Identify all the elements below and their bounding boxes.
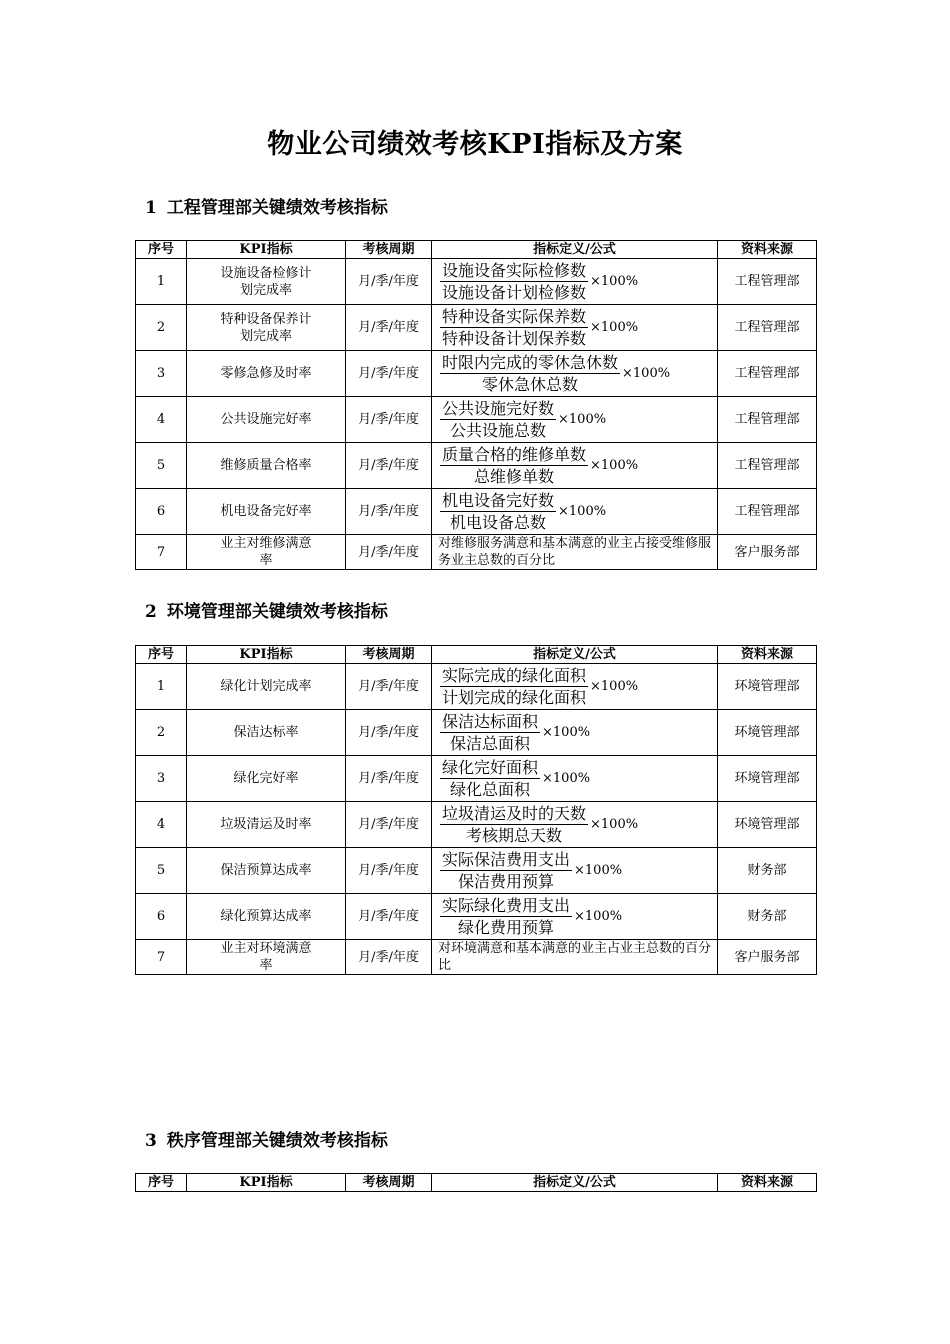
- fraction: [440, 711, 540, 754]
- formula: [432, 664, 718, 710]
- table-row: [136, 710, 817, 756]
- kpi-name: 绿化预算达成率: [187, 894, 346, 940]
- kpi-table: [135, 240, 817, 570]
- table-row: [136, 894, 817, 940]
- column-header: 指标定义/公式: [432, 1174, 718, 1192]
- column-header: 考核周期: [346, 1174, 432, 1192]
- row-number: 5: [136, 848, 187, 894]
- formula-numerator: 公共设施完好数: [442, 399, 555, 418]
- percent-multiplier: ×100%: [574, 863, 623, 878]
- kpi-name: 垃圾清运及时率: [187, 802, 346, 848]
- column-header: 序号: [136, 241, 187, 259]
- assessment-period: 月/季/年度: [346, 940, 432, 975]
- row-number: 6: [136, 489, 187, 535]
- formula-numerator: 实际绿化费用支出: [442, 896, 571, 915]
- row-number: 4: [136, 802, 187, 848]
- assessment-period: 月/季/年度: [346, 664, 432, 710]
- assessment-period: 月/季/年度: [346, 710, 432, 756]
- row-number: 5: [136, 443, 187, 489]
- column-header: 序号: [136, 1174, 187, 1192]
- formula-text: 对维修服务满意和基本满意的业主占接受维修服务业主总数的百分比: [432, 535, 718, 570]
- data-source: 财务部: [718, 894, 817, 940]
- formula-numerator: 实际完成的绿化面积: [442, 666, 587, 685]
- percent-multiplier: ×100%: [542, 725, 591, 740]
- formula-denominator: 保洁总面积: [450, 734, 531, 753]
- row-number: 3: [136, 351, 187, 397]
- section-heading: [145, 193, 388, 218]
- data-source: 财务部: [718, 848, 817, 894]
- kpi-name: 保洁达标率: [187, 710, 346, 756]
- table-row: [136, 848, 817, 894]
- row-number: 6: [136, 894, 187, 940]
- percent-multiplier: ×100%: [574, 909, 623, 924]
- percent-multiplier: ×100%: [590, 274, 639, 289]
- fraction: [440, 260, 588, 303]
- data-source: 工程管理部: [718, 443, 817, 489]
- row-number: 2: [136, 710, 187, 756]
- percent-multiplier: ×100%: [542, 771, 591, 786]
- table-row: [136, 489, 817, 535]
- formula: [432, 894, 718, 940]
- assessment-period: 月/季/年度: [346, 535, 432, 570]
- percent-multiplier: ×100%: [590, 458, 639, 473]
- section-heading: [145, 1126, 388, 1151]
- formula-denominator: 计划完成的绿化面积: [442, 688, 587, 707]
- table-header-row: [136, 241, 817, 259]
- formula: [432, 443, 718, 489]
- row-number: 7: [136, 535, 187, 570]
- data-source: 环境管理部: [718, 710, 817, 756]
- formula: [432, 397, 718, 443]
- percent-multiplier: ×100%: [558, 412, 607, 427]
- data-source: 工程管理部: [718, 305, 817, 351]
- formula: [432, 489, 718, 535]
- data-source: 工程管理部: [718, 489, 817, 535]
- kpi-name: 绿化完好率: [187, 756, 346, 802]
- fraction: [440, 352, 620, 395]
- fraction: [440, 803, 588, 846]
- data-source: 环境管理部: [718, 664, 817, 710]
- formula: [432, 756, 718, 802]
- row-number: 1: [136, 259, 187, 305]
- section-number: 3: [145, 1131, 157, 1151]
- table-header-row: [136, 646, 817, 664]
- formula-denominator: 设施设备计划检修数: [442, 283, 587, 302]
- column-header: 考核周期: [346, 241, 432, 259]
- kpi-table: [135, 1173, 817, 1192]
- data-source: 客户服务部: [718, 535, 817, 570]
- percent-multiplier: ×100%: [590, 320, 639, 335]
- kpi-name: 维修质量合格率: [187, 443, 346, 489]
- formula-denominator: 零休急休总数: [482, 375, 579, 394]
- assessment-period: 月/季/年度: [346, 756, 432, 802]
- formula-denominator: 绿化总面积: [450, 780, 531, 799]
- percent-multiplier: ×100%: [558, 504, 607, 519]
- formula-denominator: 总维修单数: [474, 467, 555, 486]
- percent-multiplier: ×100%: [590, 817, 639, 832]
- column-header: KPI指标: [187, 646, 346, 664]
- formula-numerator: 特种设备实际保养数: [442, 307, 587, 326]
- table-row: [136, 305, 817, 351]
- column-header: 指标定义/公式: [432, 646, 718, 664]
- formula-numerator: 垃圾清运及时的天数: [442, 804, 587, 823]
- formula: [432, 710, 718, 756]
- data-source: 客户服务部: [718, 940, 817, 975]
- assessment-period: 月/季/年度: [346, 443, 432, 489]
- column-header: KPI指标: [187, 241, 346, 259]
- table-row: [136, 351, 817, 397]
- fraction: [440, 444, 588, 487]
- fraction: [440, 757, 540, 800]
- assessment-period: 月/季/年度: [346, 305, 432, 351]
- formula-denominator: 保洁费用预算: [458, 872, 555, 891]
- column-header: 资料来源: [718, 646, 817, 664]
- assessment-period: 月/季/年度: [346, 802, 432, 848]
- data-source: 环境管理部: [718, 802, 817, 848]
- fraction: [440, 665, 588, 708]
- section-heading: [145, 597, 388, 622]
- section-title: 工程管理部关键绩效考核指标: [166, 198, 388, 218]
- document-title: 物业公司绩效考核KPI指标及方案: [267, 129, 683, 160]
- column-header: 序号: [136, 646, 187, 664]
- row-number: 3: [136, 756, 187, 802]
- formula-denominator: 公共设施总数: [450, 421, 547, 440]
- assessment-period: 月/季/年度: [346, 351, 432, 397]
- kpi-name: 业主对环境满意率: [187, 940, 346, 975]
- fraction: [440, 306, 588, 349]
- table-row: [136, 397, 817, 443]
- column-header: 考核周期: [346, 646, 432, 664]
- data-source: 工程管理部: [718, 259, 817, 305]
- percent-multiplier: ×100%: [622, 366, 671, 381]
- table-row: [136, 664, 817, 710]
- fraction: [440, 895, 572, 938]
- kpi-name: 零修急修及时率: [187, 351, 346, 397]
- assessment-period: 月/季/年度: [346, 397, 432, 443]
- data-source: 工程管理部: [718, 351, 817, 397]
- formula: [432, 351, 718, 397]
- formula-numerator: 设施设备实际检修数: [442, 261, 587, 280]
- formula-numerator: 实际保洁费用支出: [442, 850, 571, 869]
- assessment-period: 月/季/年度: [346, 489, 432, 535]
- column-header: 资料来源: [718, 241, 817, 259]
- formula: [432, 802, 718, 848]
- kpi-name: 业主对维修满意率: [187, 535, 346, 570]
- formula: [432, 305, 718, 351]
- formula-numerator: 绿化完好面积: [442, 758, 539, 777]
- row-number: 2: [136, 305, 187, 351]
- formula-denominator: 机电设备总数: [450, 513, 547, 532]
- table-row: [136, 756, 817, 802]
- data-source: 环境管理部: [718, 756, 817, 802]
- percent-multiplier: ×100%: [590, 679, 639, 694]
- assessment-period: 月/季/年度: [346, 894, 432, 940]
- kpi-name: 保洁预算达成率: [187, 848, 346, 894]
- table-row: [136, 259, 817, 305]
- formula-denominator: 考核期总天数: [466, 826, 563, 845]
- table-row: [136, 535, 817, 570]
- formula: [432, 259, 718, 305]
- kpi-name: 公共设施完好率: [187, 397, 346, 443]
- formula-numerator: 时限内完成的零休急休数: [442, 353, 619, 372]
- fraction: [440, 398, 556, 441]
- table-row: [136, 940, 817, 975]
- section-number: 2: [145, 602, 157, 622]
- table-row: [136, 443, 817, 489]
- row-number: 1: [136, 664, 187, 710]
- kpi-name: 特种设备保养计划完成率: [187, 305, 346, 351]
- formula-denominator: 特种设备计划保养数: [442, 329, 587, 348]
- assessment-period: 月/季/年度: [346, 848, 432, 894]
- row-number: 7: [136, 940, 187, 975]
- formula-numerator: 质量合格的维修单数: [442, 445, 587, 464]
- section-title: 秩序管理部关键绩效考核指标: [166, 1131, 388, 1151]
- column-header: 指标定义/公式: [432, 241, 718, 259]
- formula-numerator: 机电设备完好数: [442, 491, 555, 510]
- fraction: [440, 849, 572, 892]
- table-header-row: [136, 1174, 817, 1192]
- table-row: [136, 802, 817, 848]
- formula-numerator: 保洁达标面积: [442, 712, 539, 731]
- formula-denominator: 绿化费用预算: [458, 918, 555, 937]
- formula: [432, 848, 718, 894]
- assessment-period: 月/季/年度: [346, 259, 432, 305]
- kpi-table: [135, 645, 817, 975]
- column-header: KPI指标: [187, 1174, 346, 1192]
- formula-text: 对环境满意和基本满意的业主占业主总数的百分比: [432, 940, 718, 975]
- data-source: 工程管理部: [718, 397, 817, 443]
- fraction: [440, 490, 556, 533]
- kpi-name: 设施设备检修计划完成率: [187, 259, 346, 305]
- column-header: 资料来源: [718, 1174, 817, 1192]
- section-title: 环境管理部关键绩效考核指标: [166, 602, 388, 622]
- row-number: 4: [136, 397, 187, 443]
- kpi-name: 绿化计划完成率: [187, 664, 346, 710]
- section-number: 1: [145, 198, 157, 218]
- kpi-name: 机电设备完好率: [187, 489, 346, 535]
